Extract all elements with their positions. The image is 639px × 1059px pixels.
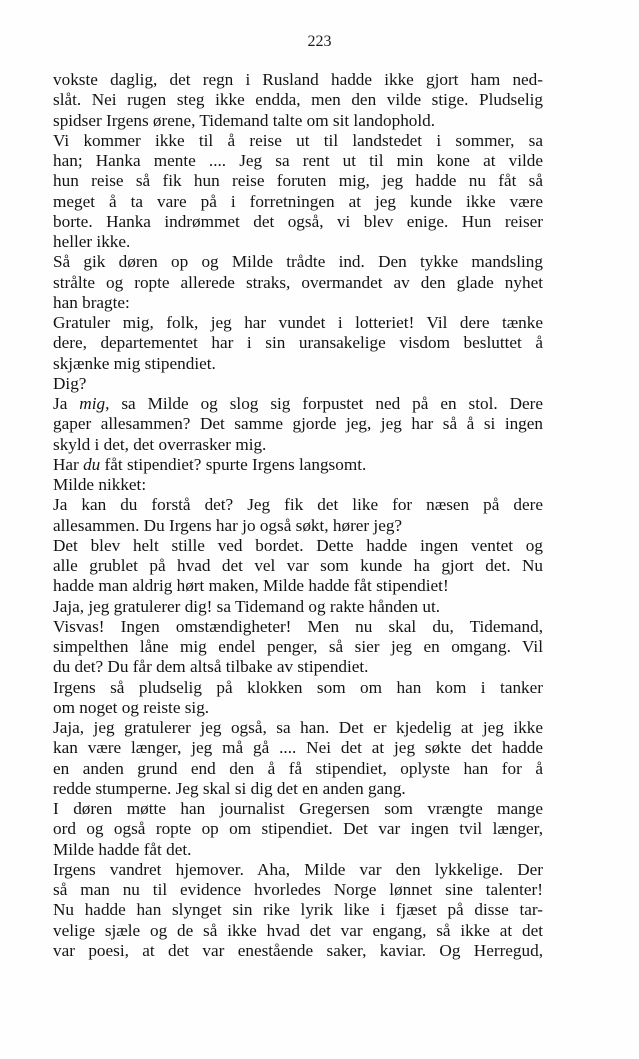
text-line — [53, 414, 543, 434]
line-text: slåt. Nei rugen steg ikke endda, men den vilde stige. Pludselig — [53, 90, 543, 110]
line-text: dere, departementet har i sin uransakelige visdom besluttet å — [53, 333, 543, 353]
line-text: Jaja, jeg gratulerer dig! sa Tidemand og rakte hånden ut. — [53, 596, 441, 616]
text-line — [53, 313, 543, 333]
text-line — [53, 617, 543, 637]
line-text: skyld i det, det overrasker mig. — [53, 434, 267, 454]
text-line — [53, 394, 543, 414]
text-line — [53, 475, 543, 495]
text-line — [53, 171, 543, 191]
text-line — [53, 597, 543, 617]
line-text: hun reise så fik hun reise foruten mig, jeg hadde nu fåt så — [53, 171, 543, 191]
line-text: I døren møtte han journalist Gregersen som vrængte mange — [53, 799, 543, 818]
line-text: Ja kan du forstå det? Jeg fik det like for næsen på dere — [53, 495, 543, 515]
line-text: simpelthen låne mig endel penger, så sier jeg en omgang. Vil — [53, 637, 543, 656]
text-line — [53, 516, 543, 536]
line-text: strålte og ropte allerede straks, overmandet av den glade nyhet — [53, 272, 543, 292]
line-text: Irgens så pludselig på klokken som om han kom i tanker — [53, 677, 543, 697]
text-line — [53, 880, 543, 900]
text-line — [53, 90, 543, 110]
line-text: velige sjæle og de så ikke hvad det var engang, så ikke at det — [53, 920, 543, 940]
text-line — [53, 192, 543, 212]
text-line — [53, 556, 543, 576]
text-line — [53, 354, 543, 374]
text-line — [53, 900, 543, 920]
line-text: Milde hadde fåt det. — [53, 839, 192, 859]
text-line — [53, 232, 543, 252]
line-text: meget å ta vare på i forretningen at jeg kunde ikke være — [53, 191, 543, 211]
line-text: var poesi, at det var enestående saker, kaviar. Og Herregud, — [53, 940, 543, 960]
text-line — [53, 435, 543, 455]
body-text — [53, 70, 543, 961]
text-line — [53, 495, 543, 515]
line-text: Så gik døren op og Milde trådte ind. Den tykke mandsling — [53, 252, 543, 272]
emphasized-word: mig, — [79, 394, 110, 413]
line-text: fåt stipendiet? spurte Irgens langsomt. — [100, 454, 367, 474]
text-line — [53, 718, 543, 738]
text-line — [53, 941, 543, 961]
line-text: Dig? — [53, 373, 87, 393]
line-text: en anden grund end den å få stipendiet, oplyste han for å — [53, 758, 543, 778]
line-text: alle grublet på hvad det vel var som kunde ha gjort det. Nu — [53, 556, 543, 575]
line-text: spidser Irgens ørene, Tidemand talte om sit landophold. — [53, 110, 436, 130]
line-text: heller ikke. — [53, 232, 131, 251]
text-line — [53, 738, 543, 758]
line-text: du det? Du får dem altså tilbake av stipendiet. — [53, 657, 369, 677]
text-line — [53, 819, 543, 839]
text-line — [53, 759, 543, 779]
text-line — [53, 779, 543, 799]
line-text: sa Milde og slog sig forpustet ned på en stol. Dere — [109, 394, 543, 413]
line-text: Nu hadde han slynget sin rike lyrik like i fjæset på disse tar- — [53, 900, 543, 920]
text-line — [53, 212, 543, 232]
text-line — [53, 333, 543, 353]
emphasized-word: du — [83, 454, 101, 474]
text-line — [53, 252, 543, 272]
line-text: Vi kommer ikke til å reise ut til landstedet i sommer, sa — [53, 130, 543, 150]
line-text: Det blev helt stille ved bordet. Dette hadde ingen ventet og — [53, 535, 543, 555]
text-line — [53, 536, 543, 556]
line-text: borte. Hanka indrømmet det også, vi blev enige. Hun reiser — [53, 211, 543, 231]
text-line — [53, 678, 543, 698]
text-line — [53, 293, 543, 313]
text-line — [53, 576, 543, 596]
line-text: gaper allesammen? Det samme gjorde jeg, jeg har så å si ingen — [53, 414, 543, 434]
text-line — [53, 799, 543, 819]
line-text: Gratuler mig, folk, jeg har vundet i lotteriet! Vil dere tænke — [53, 313, 543, 332]
line-text: Jaja, jeg gratulerer jeg også, sa han. Det er kjedelig at jeg ikke — [53, 718, 543, 737]
line-text: Har — [53, 454, 84, 474]
text-line — [53, 860, 543, 880]
text-line — [53, 131, 543, 151]
line-text: så man nu til evidence hvorledes Norge lønnet sine talenter! — [53, 880, 543, 899]
line-text: allesammen. Du Irgens har jo også søkt, hører jeg? — [53, 515, 403, 535]
line-text: Irgens vandret hjemover. Aha, Milde var den lykkelige. Der — [53, 859, 543, 879]
line-text: Ja — [53, 394, 80, 413]
text-line — [53, 273, 543, 293]
text-line — [53, 840, 543, 860]
text-line — [53, 637, 543, 657]
line-text: Milde nikket: — [53, 475, 147, 494]
text-line — [53, 698, 543, 718]
text-line — [53, 374, 543, 394]
page-number: 223 — [307, 33, 332, 50]
text-line — [53, 921, 543, 941]
text-line — [53, 70, 543, 90]
text-line — [53, 111, 543, 131]
line-text: om noget og reiste sig. — [53, 697, 210, 717]
line-text: kan være længer, jeg må gå .... Nei det at jeg søkte det hadde — [53, 738, 543, 758]
text-line — [53, 657, 543, 677]
line-text: skjænke mig stipendiet. — [53, 353, 216, 373]
line-text: han bragte: — [53, 292, 130, 312]
line-text: vokste daglig, det regn i Rusland hadde ikke gjort ham ned- — [53, 70, 543, 89]
line-text: han; Hanka mente .... Jeg sa rent ut til min kone at vilde — [53, 151, 543, 170]
text-line — [53, 455, 543, 475]
line-text: Visvas! Ingen omstændigheter! Men nu skal du, Tidemand, — [53, 616, 543, 636]
text-line — [53, 151, 543, 171]
line-text: ord og også ropte op om stipendiet. Det var ingen tvil længer, — [53, 819, 543, 839]
line-text: hadde man aldrig hørt maken, Milde hadde fåt stipendiet! — [53, 576, 449, 596]
line-text: redde stumperne. Jeg skal si dig det en anden gang. — [53, 778, 406, 798]
